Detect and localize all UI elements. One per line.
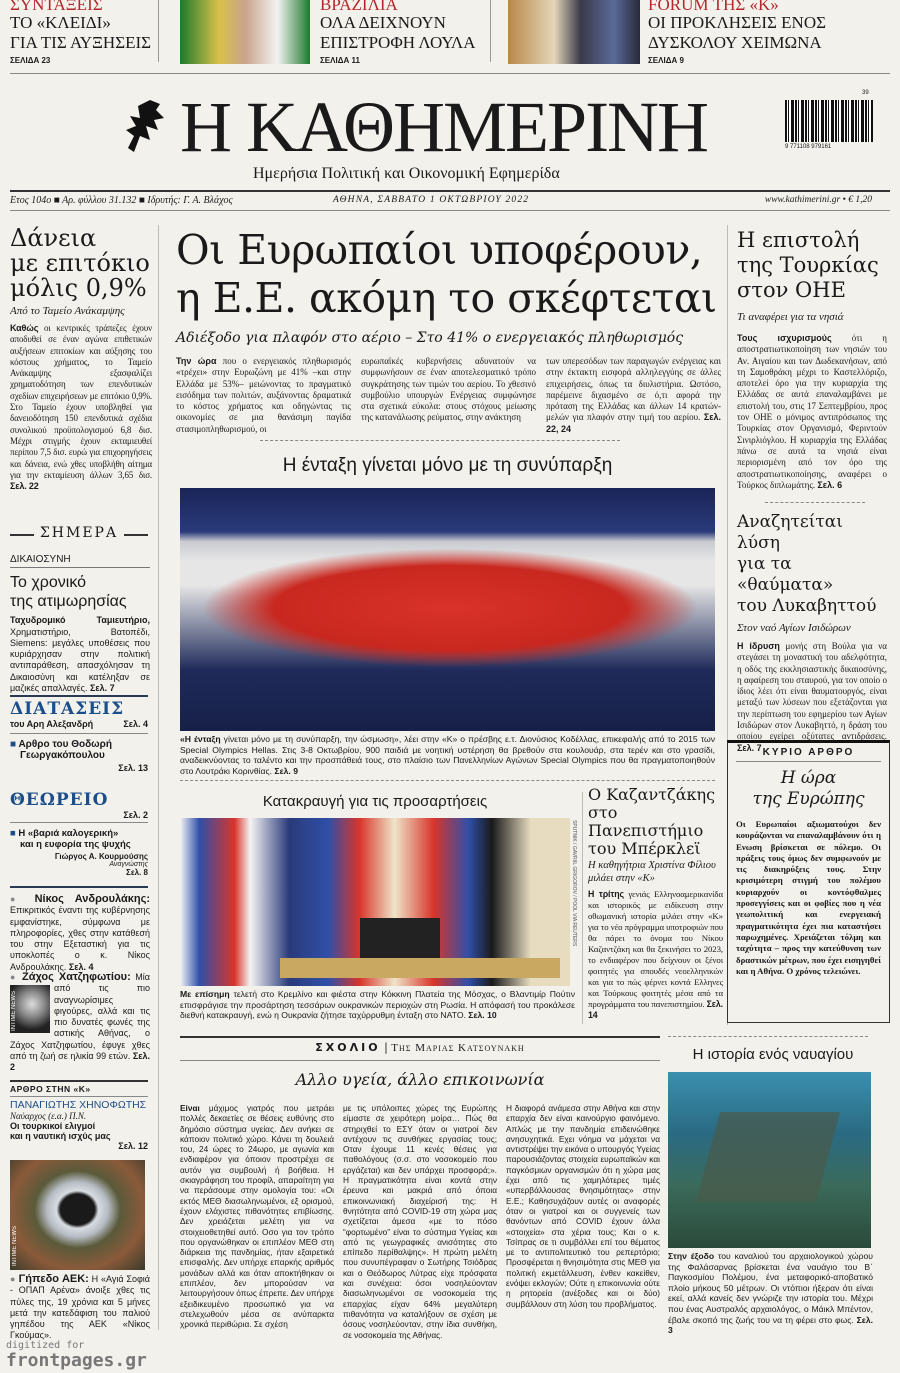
byline: Της Μαριας Κατσουνακη xyxy=(391,1042,525,1054)
headline: στον ΟΗΕ xyxy=(737,278,846,302)
section-kicker: ΔΙΚΑΙΟΣΥΝΗ xyxy=(10,554,150,568)
page-ref: Σελ. 4 xyxy=(123,719,148,729)
byline: του Αρη Αλεξανδρή xyxy=(10,719,94,729)
divider xyxy=(10,1080,148,1082)
lead: Η ίδρυση xyxy=(737,641,780,651)
lead: Καθώς xyxy=(10,323,39,333)
article-title: Γεωργακόπουλου xyxy=(20,750,105,761)
teaser-page: ΣΕΛΙΔΑ 9 xyxy=(648,56,684,65)
body-col: των υπερεσόδων των παραγωγών ενέργειας και στην έκτακτη εισφορά αλληλεγγύης σε άλλες επιχειρήσεις, όπως τα διυλιστήρια. Ωστόσο, παρέμεινε διχασμένο σε ό,τι αφορά την πρόταση της Ελλάδας και άλλων 14 κρατών-μελών για πλαφόν στην τιμή του αερίου. xyxy=(546,356,721,423)
teaser-title: ΟΛΑ ΔΕΙΧΝΟΥΝ xyxy=(320,13,446,32)
left-column-divider xyxy=(158,225,159,1330)
page-ref: Σελ. 7 xyxy=(89,683,115,694)
subheadline: Στον ναό Αγίων Ισιδώρων xyxy=(737,622,851,634)
lead: Νίκος Ανδρουλάκης: xyxy=(34,893,151,905)
body: Επικριτικός έναντι της κυβέρνησης εμφανίστηκε, σύμφωνα με πληροφορίες, χθες στην κατάθεσή του στην Εξεταστική για τις υποκλοπές ο κ. Νίκος Ανδρουλάκης. xyxy=(10,905,150,972)
annexation-title: Κατακραυγή για τις προσαρτήσεις xyxy=(262,793,488,810)
subheadline: Η καθηγήτρια Χριστίνα Φίλιου μιλάει στην «Κ» xyxy=(588,860,716,884)
body: Μία από τις πιο αναγνωρίσιμες φιγούρες, αλλά και τις πιο δυνατές φωνές της αστικής Αθήνας, ο Ζάχος Χατζηφωτίου, έφυγε χθες από τη ζωή σε ηλικία 99 ετών. xyxy=(10,972,150,1062)
aek-brief[interactable]: ● Γήπεδο ΑΕΚ: Η «Αγιά Σοφιά - ΟΠΑΠ Αρένα» άνοιξε χθες τις πύλες της, 19 χρόνια και 5 μήνες μετά την κατεδάφιση του παλιού γηπέδου της ΑΕΚ «Νίκος Γκούμας». xyxy=(10,1273,150,1341)
page-ref: Σελ. 14 xyxy=(588,999,723,1020)
photo-credit: SPUTNIK / GAVRIIL GRIGOROV / POOL VIA REUTERS xyxy=(571,820,577,947)
shipwreck-title: Η ιστορία ενός ναυαγίου xyxy=(692,1046,854,1063)
frontpages-watermark xyxy=(6,1340,147,1371)
page-ref: Σελ. 9 xyxy=(274,765,298,776)
shipwreck-caption[interactable] xyxy=(668,1251,873,1336)
body: ότι η αποστρατιωτικοποίηση των νησιών του Αν. Αιγαίου και των Δωδεκανήσων, από τη Σαμοθράκη μέχρι το Καστελλόριζο, αποτελεί όρο για την κυριαρχία της Ελλάδας σε αυτά επαναλαμβάνει με επιστολή του, στις 17 Σεπτεμβρίου, προς τον ΟΗΕ ο μόνιμος αντιπρόσωπος της Τουρκίας στον Οργανισμό, Φεριντούν Σινιρλιόγλου. Η κυριαρχία της Ελλάδας πάνω σε αυτά τα νησιά είναι περιορισμένη από τον όρο της αποστρατιωτικοποίησης, αναφέρει ο Τούρκος διπλωμάτης. xyxy=(737,333,887,490)
barcode xyxy=(785,100,873,142)
teaser-brazil[interactable] xyxy=(320,0,480,65)
issue-info: Ετος 104ο ■ Αρ. φύλλου 31.132 ■ Ιδρυτής: Γ. Α. Βλάχος xyxy=(10,195,233,206)
shipwreck-photo xyxy=(668,1072,871,1248)
headline: Δάνεια xyxy=(10,224,97,252)
masthead-subtitle: Ημερήσια Πολιτική και Οικονομική Εφημερίδα xyxy=(253,165,560,182)
headline: της Τουρκίας xyxy=(737,253,879,277)
special-olympics-caption[interactable] xyxy=(180,734,715,776)
headline: του Λυκαβηττού xyxy=(737,596,877,616)
aek-stadium-photo xyxy=(10,1160,145,1270)
divider xyxy=(765,502,865,503)
divider xyxy=(10,886,148,888)
zachos-brief[interactable]: ● Ζάχος Χατζηφωτίου: INTIME NEWS Μία από τις πιο αναγνωρίσιμες φιγούρες, αλλά και τις πιο δυνατές φωνές της αστικής Αθήνας, ο Ζάχος Χατζηφωτίου, έφυγε χθες από τη ζωή σε ηλικία 99 ετών. Σελ. 2 xyxy=(10,971,150,1073)
barcode-number: 9 771108 979161 xyxy=(785,144,832,150)
photo-credit: INTIME NEWS xyxy=(11,991,17,1032)
body: Η «Αγιά Σοφιά - ΟΠΑΠ Αρένα» άνοιξε χθες τις πύλες της, 19 χρόνια και 5 μήνες μετά την κατεδάφιση του παλιού γηπέδου της ΑΕΚ «Νίκος Γκούμας». xyxy=(10,1274,150,1341)
watermark-line: frontpages.gr xyxy=(6,1350,147,1371)
page-ref: Σελ. 12 xyxy=(118,1141,148,1151)
headline: Η ώρα xyxy=(780,768,837,788)
subheadline: Τι αναφέρει για τα νησιά xyxy=(737,311,844,323)
body: μονής στη Βούλα για να στεγάσει τη μοναστική του αδελφότητα, η οδός της εκκλησιαστικής δικαιοσύνης, η αφαίρεση του σταυρού, για τον οποίο ο ίδιος λέει ότι είναι θαυματουργός, είναι μεταξύ των λύσεων που εξετάζονται για την περίπτωση του εφημερίου των Αγίων Ισιδώρων στον Λυκαβηττό, η δράση του οποίου εγείρει οξύτατες αντιδράσεις. xyxy=(737,641,887,742)
date: ΑΘΗΝΑ, ΣΑΒΒΑΤΟ 1 ΟΚΤΩΒΡΙΟΥ 2022 xyxy=(333,195,530,205)
opinion-box[interactable] xyxy=(10,1084,148,1151)
body-col: που ο ενεργειακός πληθωρισμός «τρέχει» στην Ευρωζώνη με 41% –και στην Ελλάδα με 53%– μειώνοντας το πραγματικό εισόδημα των πολιτών, αυξάνοντας δραματικά το κόστος χρήματος και οδηγώντας τις οικονομίες σε μια θανάσιμη παγίδα στασιμοπληθωρισμού, οι xyxy=(176,356,351,434)
comment-header: ΣΧΟΛΙΟ | Της Μαριας Κατσουνακη xyxy=(315,1041,525,1054)
section-label: ΣΧΟΛΙΟ xyxy=(315,1041,381,1054)
page-ref: Σελ. 4 xyxy=(68,961,94,972)
kazantzakis-story[interactable] xyxy=(588,786,723,1021)
comment-title: Αλλο υγεία, άλλο επικοινωνία xyxy=(295,1070,545,1089)
lula-photo xyxy=(180,0,310,64)
zachos-photo xyxy=(10,985,50,1033)
headline: του Μπέρκλεϊ xyxy=(588,839,701,858)
page-ref: Σελ. 3 xyxy=(668,1314,874,1336)
caption: γίνεται μόνο με τη συνύπαρξη, την ώσμωση», λέει στην «Κ» ο πρέσβης ε.τ. Διονύσιος Κοδέλλας, επικεφαλής από το 2015 των Special Olympics Hellas. Στις 3-8 Οκτωβρίου, 900 παιδιά με νοητική υστέρηση θα βρεθούν στα κουλουάρ, στα τερέν και στο γρασίδι, αναδεικνύοντας το ταλέντο και την προσπάθειά τους, στο πλαίσιο των Πανελληνίων Αγώνων Special Olympics που θα πραγματοποιηθούν στο Λουτράκι Κορινθίας. xyxy=(180,734,715,776)
lead: Την ώρα xyxy=(176,356,217,366)
website-price[interactable]: www.kathimerini.gr • € 1,20 xyxy=(764,195,872,205)
article-title: Η «βαριά καλογερική» xyxy=(18,828,119,839)
page-ref: Σελ. 10 xyxy=(468,1010,497,1020)
masthead-title: Η ΚΑΘΗΜΕΡΙΝΗ xyxy=(180,87,708,167)
divider xyxy=(180,780,715,781)
justice-story[interactable] xyxy=(10,554,150,694)
section-kicker: ΑΡΘΡΟ ΣΤΗΝ «Κ» xyxy=(10,1084,148,1097)
article-title: και η ευφορία της ψυχής xyxy=(20,839,131,850)
body-col: μάχιμος γιατρός που μετράει πολλές δεκαετίες σε θέσεις ευθύνης στο δημόσιο σύστημα υγείας. Δεν ανήκει σε κάποιον πολιτικό χώρο. Κάνει τη δουλειά του, 24 ώρες το 24ωρο, με αγωνία και ενδιαφέρον για όποιον προστρέχει σε αυτόν για συμβουλή ή βοήθεια. Η σκιαγράφηση του προφίλ, απαραίτητη για να περάσουμε στην ομολογία του: «Οι εκτός ΜΕΘ διασωληνωμένοι, εξ ορισμού, έχουν ελάχιστες πιθανότητες επιβίωσης. Δεν χρειάζεται μελέτη για να στοιχειοθετηθεί αυτό. Οσο για τον τρόπο που οργανώθηκαν οι επιπλέον ΜΕΘ στη διάρκεια της πανδημίας, ήταν εξαιρετικά επισφαλής. Δεν υπήρχε επαρκής αριθμός μονάδων αλλά και όταν αποκτήθηκαν οι επιπλέον, δεν μπορούσαν να λειτουργήσουν όπως έπρεπε. Δεν υπήρχε εξειδικευμένο προσωπικό για να στελεχωθούν μέσα σε ανύπαρκτα χρονικά περιθώρια. Σε σχέση xyxy=(180,1103,334,1330)
author: ΠΑΝΑΓΙΩΤΗΣ ΧΗΝΟΦΩΤΗΣ xyxy=(10,1099,147,1111)
body-col: Η διαφορά ανάμεσα στην Αθήνα και στην επαρχία δεν είναι καινούργιο φαινόμενο. Απλώς με την πανδημία επιδεινώθηκε ανησυχητικά. Εχει νόημα να μάχεται να αντιστρέψει την εικόνα ο υπουργός Υγείας παρουσιάζοντας στοιχεία ευρωπαϊκών και παγκόσμιων οργανισμών ότι η χώρα μας έχει από τις χαμηλότερες τιμές «υπερβάλλουσας θνησιμότητας» στην Ε.Ε.; Καθησυχάζουν αυτές οι αναφορές όταν οι γιατροί και οι συγγενείς των θανόντων από COVID έχουν άλλα «στοιχεία» στα χέρια τους; Και ο κ. Τσίπρας σε τι συμβάλλει επί του θέματος με το αντιπολιτευτικό του ρεπερτόριο; Προσφέρεται η θνησιμότητα στις ΜΕΘ για πολιτική εκμετάλλευση, ένθεν κακείθεν, ενόψει εκλογών; Ούτε η επικοινωνία ούτε η ρητορεία (ανέξοδες και οι δύο) συμβάλλουν στη λύση του προβλήματος. xyxy=(506,1103,660,1309)
section-title: ΘΕΩΡΕΙΟ xyxy=(10,790,109,810)
body: οι κεντρικές τράπεζες έχουν αποδυθεί σε έναν αγώνα επιθετικών αυξήσεων επιτοκίων και αύξησης του κόστους χρήματος, το Ταμείο Ανάκαμψης εξασφαλίζει χρηματοδότηση των επενδυτικών σχεδίων επιχειρήσεων με επιτόκιο 0,9%. Στο Ταμείο έχουν υποβληθεί για δανειοδότηση 150 επενδυτικά σχέδια συνολικού προϋπολογισμού 6,8 δισ. Μέχρι στιγμής έχουν εκταμιευθεί περίπου 7,5 δισ. ευρώ για επιχορηγήσεις και δάνεια, ενώ χθες υποβλήθη αίτημα για την εκταμίευση άλλων 3,65 δισ. xyxy=(10,323,152,480)
turkey-letter-story[interactable] xyxy=(737,228,887,491)
griffin-logo-icon xyxy=(120,96,172,158)
page-ref: Σελ. 22, 24 xyxy=(546,412,721,434)
divider xyxy=(490,0,491,62)
lead: Γήπεδο ΑΕΚ: xyxy=(18,1273,89,1285)
photo-credit: INTIME NEWS xyxy=(12,1226,18,1266)
barcode-issue: 39 xyxy=(862,90,869,96)
teaser-contracts[interactable] xyxy=(10,0,170,65)
caption: τελετή στο Κρεμλίνο και φιέστα στην Κόκκινη Πλατεία της Μόσχας, ο Βλαντιμίρ Πούτιν επισφράγισε την προσάρτηση τεσσάρων ουκρανικών περιοχών στη Ρωσία. Η απόφασή του προκάλεσε διεθνή κατακραυγή, ενώ η Ουκρανία ζήτησε ταχύρρυθμη ένταξη στο ΝΑΤΟ. xyxy=(180,989,575,1020)
page-ref: Σελ. 22 xyxy=(10,481,39,492)
special-olympics-title: Η ένταξη γίνεται μόνο με τη συνύπαρξη xyxy=(282,455,613,476)
page-ref: Σελ. 6 xyxy=(817,479,843,490)
headline: με επιτόκιο xyxy=(10,249,150,277)
caption: του καναλιού του αρχαιολογικού χώρου της Φαλάσαρνας βρίσκεται ένα ναυάγιο του Β΄ Παγκοσμίου Πολέμου, ένα μεταφορικό-αποβατικό πλοίο μήκους 50 μέτρων. Οι ντόπιοι ήξεραν ότι είναι εκεί, αλλά κανείς δεν γνώριζε την ιστορία του. Μέχρι που ένας Αυστραλός αρχαιολόγος, ο Μάικλ Μπέντον, έβαλε σκοπό της ζωής του να τη φέρει στο φως. xyxy=(668,1251,873,1325)
teaser-kicker: ΒΡΑΖΙΛΙΑ xyxy=(320,0,398,14)
teaser-title: ΕΠΙΣΤΡΟΦΗ ΛΟΥΛΑ xyxy=(320,33,476,52)
main-story[interactable] xyxy=(176,226,721,435)
lycabettus-story[interactable] xyxy=(737,512,887,754)
divider xyxy=(10,695,148,697)
page-ref: Σελ. 2 xyxy=(123,810,148,820)
lead: «Η ένταξη xyxy=(180,734,221,744)
author-role: Ναύαρχος (ε.α.) Π.Ν. xyxy=(10,1111,87,1121)
page-ref: Σελ. 8 xyxy=(126,868,148,877)
lead: Με επίσημη xyxy=(180,989,230,999)
divider xyxy=(180,1060,660,1061)
headline: Αναζητείται λύση xyxy=(737,512,843,553)
theoreio-box[interactable]: ΘΕΩΡΕΙΟ Σελ. 2 ■ Η «βαριά καλογερική» και η ευφορία της ψυχής Γιώργος Α. Κουρμούσης Αναγνώστης Σελ. 8 xyxy=(10,790,148,877)
today-text: ΣΗΜΕΡΑ xyxy=(34,525,124,541)
article-title: Αρθρο του Θοδωρή xyxy=(18,739,112,750)
page-ref: Σελ. 13 xyxy=(118,763,148,773)
page-ref: Σελ. 7 xyxy=(737,742,762,753)
divider xyxy=(582,792,583,1024)
loans-story[interactable] xyxy=(10,226,152,492)
kremlin-photo xyxy=(180,818,570,986)
divider xyxy=(260,440,620,441)
watermark-line: digitized for xyxy=(6,1340,85,1351)
body: γενιάς Ελληνοαμερικανίδα και ιστορικός με ειδίκευση στην οθωμανική ιστορία μιλάει στην «Κ» για το νέο πρόγραμμα υποτροφιών που θα πάρει το όνομα του Νίκου Καζαντζάκη και θα ξεκινήσει το 2023, το ενδιαφέρον που δείχνουν οι ξένοι φοιτητές για σπουδές νεοελληνικών και για το πώς φέρνει κοντά Ελληνες και Τούρκους φοιτητές μέσα από τα προγράμματα του πανεπιστημίου. xyxy=(588,889,723,1009)
lead: Είναι xyxy=(180,1103,200,1113)
section-title: ΔΙΑΤΑΣΕΙΣ xyxy=(10,699,125,719)
lead: Η τρίτης xyxy=(588,889,624,899)
editorial-box[interactable] xyxy=(727,740,890,1023)
headline: Ο Καζαντζάκης xyxy=(588,785,716,804)
main-headline: η Ε.Ε. ακόμη το σκέφτεται xyxy=(176,274,717,322)
section-kicker: ΚΥΡΙΟ ΑΡΘΡΟ xyxy=(736,747,881,762)
divider xyxy=(10,210,890,211)
headline: της ατιμωρησίας xyxy=(10,593,127,611)
teaser-kicker: FORUM ΤΗΣ «Κ» xyxy=(648,0,779,14)
headline: για τα «θαύματα» xyxy=(737,554,834,595)
diataseis-box[interactable]: ΔΙΑΤΑΣΕΙΣ του Αρη Αλεξανδρή Σελ. 4 ■ Αρθρο του Θοδωρή Γεωργακόπουλου Σελ. 13 xyxy=(10,699,148,773)
special-olympics-photo xyxy=(180,488,715,731)
teaser-title: ΓΙΑ ΤΙΣ ΑΥΞΗΣΕΙΣ xyxy=(10,33,152,52)
lead: Στην έξοδο xyxy=(668,1251,715,1261)
divider xyxy=(668,1036,868,1037)
body-col: ευρωπαϊκές κυβερνήσεις αδυνατούν να συμφωνήσουν σε έναν αποτελεσματικό τρόπο συγκράτησης των τιμών του αερίου. Το χθεσινό συμβούλιο υπουργών Ενέργειας συμφώνησε στα σχετικά εύκολα: στους στόχους μείωσης της κατανάλωσης ρεύματος, στην ανάκτηση xyxy=(361,356,536,423)
lead: Ζάχος Χατζηφωτίου: xyxy=(21,971,131,983)
body: Οι Ευρωπαίοι αξιωματούχοι δεν κουράζονται να επαναλαμβάνουν ότι η Ενωση βρίσκεται σε πόλεμο. Οι πράξεις τους όμως δεν συμφωνούν με τις διακηρύξεις τους. Στην κρισιμότερη στιγμή του πολέμου κυριαρχούν οι κοντόφθαλμες προσεγγίσεις και οι φοβίες που η νέα γεωπολιτική και ενεργειακή πραγματικότητα έχει πια καταστήσει παρωχημένες. Χρειάζεται τόλμη και ταχύτητα – προς την κατεύθυνση των δραστικών μέτρων, που έχει εισηγηθεί και η Αθήνα. Ο χρόνος τελειώνει. xyxy=(736,819,881,976)
forum-photo xyxy=(508,0,640,64)
teaser-title: ΔΥΣΚΟΛΟΥ ΧΕΙΜΩΝΑ xyxy=(648,33,822,52)
teaser-page: ΣΕΛΙΔΑ 23 xyxy=(10,56,51,65)
body-col: με τις υπόλοιπες χώρες της Ευρώπης είμαστε σε χειρότερη μοίρα… Πώς θα στηριχθεί το ΕΣΥ όταν οι γιατροί δεν αντέχουν τις συνθήκες εργασίας τους; Οταν έχουμε 11 κενές θέσεις για παθολόγους (σ.σ. στο νοσοκομείο που εργάζεται) και δεν υπάρχει προσφορά;». Η πραγματικότητα είναι κοντά στην έρευνα και μακριά από όποια επικοινωνιακή διαχείρισή της: Η θνητότητα από COVID-19 στη χώρα μας σχετίζεται άμεσα «με το πόσο “φορτωμένο” είναι το σύστημα Υγείας και από τις γεωγραφικές ανισότητες στο επίπεδο περίθαλψης». Η πρώτη μελέτη που συνυπέγραφαν ο Σωτήρης Τσιόδρας και ο Θεόδωρος Λύτρας είχε πρόσφατα και συνέχεια: όσοι νοσηλεύονταν διασωληνωμένοι σε νοσοκομεία της επαρχίας είχαν 64% μεγαλύτερη πιθανότητα να καταλήξουν σε σχέση με όσους νοσηλεύονταν, στην ίδια συνθήκη, σε νοσοκομεία της Αθήνας. xyxy=(343,1103,497,1340)
lead: Ταχυδρομικό Ταμιευτήριο, xyxy=(10,615,150,626)
divider xyxy=(10,190,890,192)
teaser-page: ΣΕΛΙΔΑ 11 xyxy=(320,56,360,65)
body: Χρηματιστήριο, Βατοπέδι, Siemens: μεγάλες υποθέσεις που κυριάρχησαν στην πολιτική αντιπαράθεση, απασχόλησαν τη Δικαιοσύνη και κατέληξαν σε μαζικές απαλλαγές. xyxy=(10,626,150,694)
headline: Η επιστολή xyxy=(737,228,860,252)
teaser-title: ΟΙ ΠΡΟΚΛΗΣΕΙΣ ΕΝΟΣ xyxy=(648,13,826,32)
divider xyxy=(158,0,159,62)
headline: μόλις 0,9% xyxy=(10,274,147,302)
headline: στο Πανεπιστήμιο xyxy=(588,803,704,840)
article-title: και η ναυτική ισχύς μας xyxy=(10,1131,111,1141)
teaser-forum[interactable] xyxy=(648,0,828,65)
teaser-kicker: ΣΥΝΤΑΞΕΙΣ xyxy=(10,0,103,14)
annexation-caption[interactable] xyxy=(180,989,575,1021)
comment-body xyxy=(180,1103,660,1340)
author: Γιώργος Α. Κουρμούσης xyxy=(54,852,148,861)
today-label xyxy=(10,522,148,544)
divider xyxy=(180,1036,660,1038)
lead: Τους ισχυρισμούς xyxy=(737,333,832,343)
page-ref: Σελ. 2 xyxy=(10,1051,150,1073)
divider xyxy=(10,73,890,74)
main-subheadline: Αδιέξοδο για πλαφόν στο αέριο – Στο 41% ο ενεργειακός πληθωρισμός xyxy=(176,330,684,346)
teaser-title: ΤΟ «ΚΛΕΙΔΙ» xyxy=(10,13,111,32)
headline: Το χρονικό xyxy=(10,574,87,592)
article-title: Οι τουρκικοί ελιγμοί xyxy=(10,1121,96,1131)
headline: της Ευρώπης xyxy=(752,789,865,809)
main-headline: Οι Ευρωπαίοι υποφέρουν, xyxy=(176,226,703,274)
androulakis-brief[interactable]: ● Νίκος Ανδρουλάκης: Επικριτικός έναντι της κυβέρνησης εμφανίστηκε, σύμφωνα με πληροφορίες, χθες στην κατάθεσή του στην Εξεταστική για τις υποκλοπές ο κ. Νίκος Ανδρουλάκης. Σελ. 4 xyxy=(10,893,151,972)
author-role: Αναγνώστης xyxy=(109,861,148,868)
subheadline: Από το Ταμείο Ανάκαμψης xyxy=(10,305,125,317)
